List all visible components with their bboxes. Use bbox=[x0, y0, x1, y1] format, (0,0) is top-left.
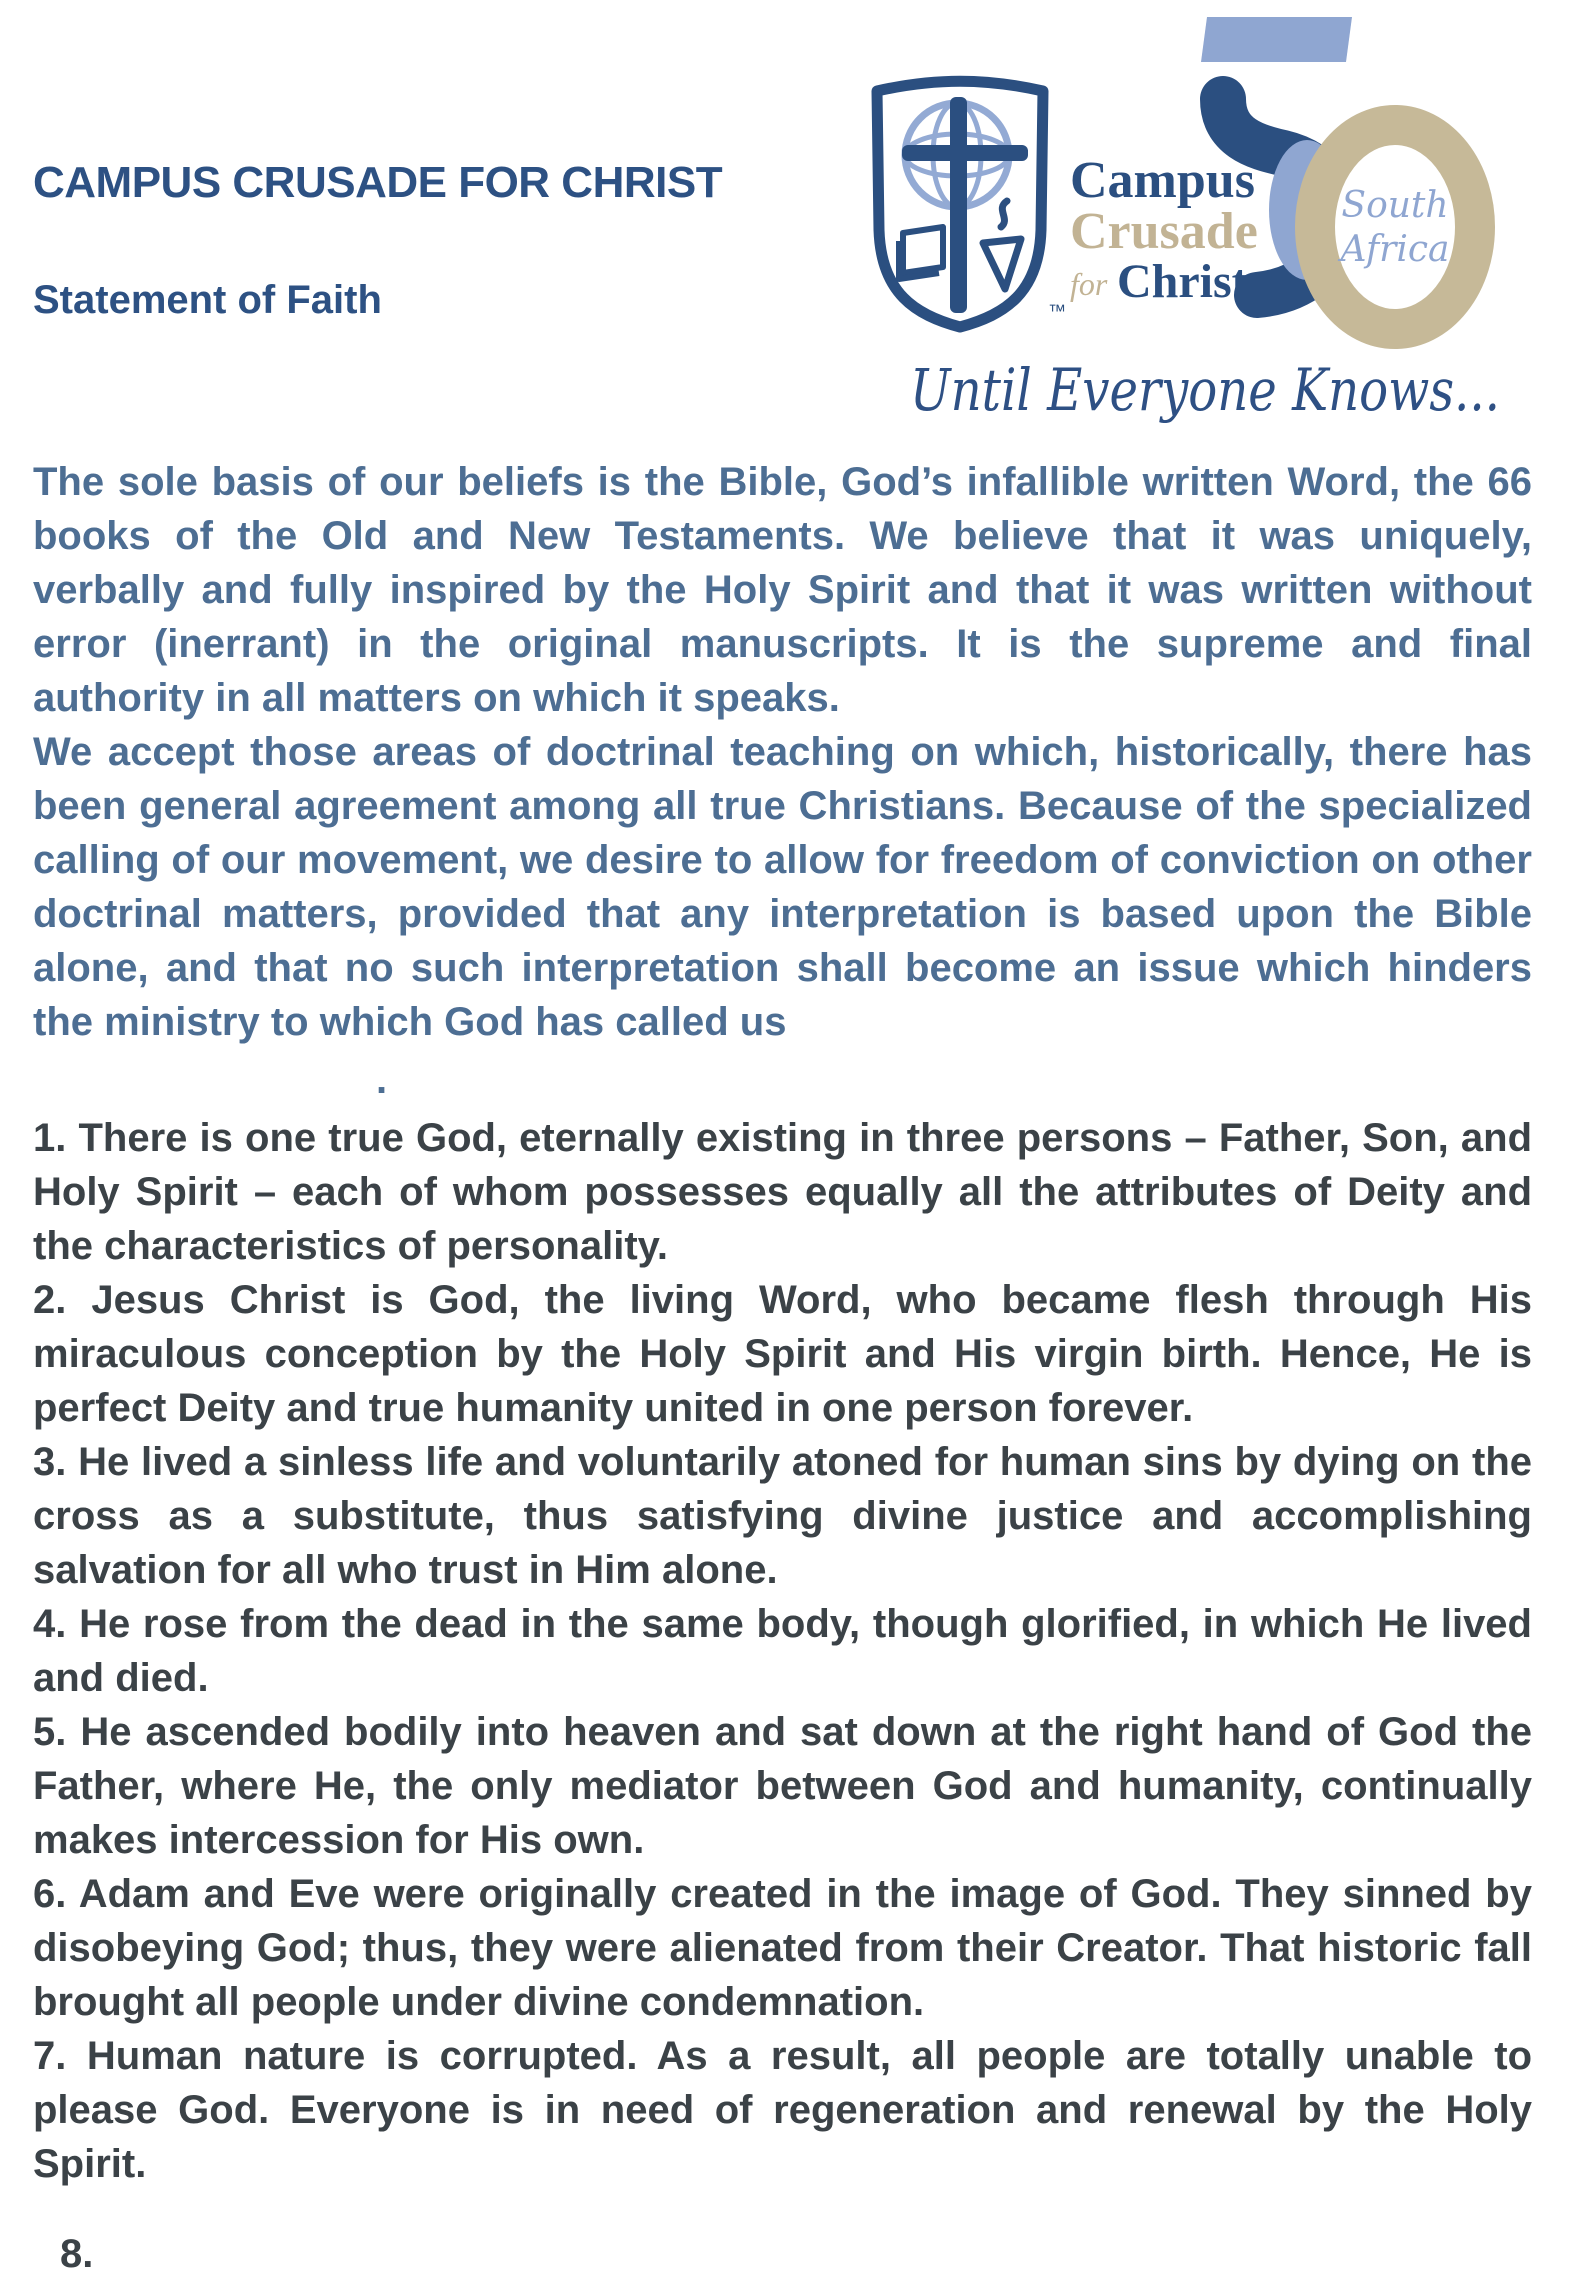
statement-item-7: 7. Human nature is corrupted. As a result, all people are totally unable to please God. Everyone is in need of regeneration and renewal by the Holy Spirit. bbox=[33, 2034, 1532, 2186]
statement-body bbox=[33, 455, 1532, 2191]
wordmark-christ: Christ bbox=[1117, 255, 1248, 308]
five-top-bar bbox=[1201, 17, 1352, 62]
region-south: South bbox=[1341, 185, 1449, 226]
wordmark-for: for bbox=[1070, 266, 1108, 302]
cutoff-next-item: 8. bbox=[60, 2232, 94, 2276]
campus-crusade-50-logo bbox=[855, 5, 1555, 475]
intro-paragraph-1: The sole basis of our beliefs is the Bible, God’s infallible written Word, the 66 books of the Old and New Testaments. We believe that it was uniquely, verbally and fully inspired by the Holy Spirit and that it was written without error (inerrant) in the original manuscripts. It is the supreme and final authority in all matters on which it speaks. bbox=[33, 460, 1532, 720]
statement-item-4: 4. He rose from the dead in the same body, though glorified, in which He lived and died. bbox=[33, 1602, 1532, 1700]
statement-item-3: 3. He lived a sinless life and voluntarily atoned for human sins by dying on the cross as a substitute, thus satisfying divine justice and accomplishing salvation for all who trust in Him alone. bbox=[33, 1440, 1532, 1592]
statement-item-2: 2. Jesus Christ is God, the living Word, who became flesh through His miraculous conception by the Holy Spirit and His virgin birth. Hence, He is perfect Deity and true humanity united in one person forever. bbox=[33, 1278, 1532, 1430]
tagline: Until Everyone Knows... bbox=[910, 356, 1500, 424]
trademark-symbol: ™ bbox=[1048, 301, 1066, 321]
region-africa: Africa bbox=[1340, 229, 1450, 270]
statement-item-1: 1. There is one true God, eternally existing in three persons – Father, Son, and Holy Spirit – each of whom possesses equally all the attributes of Deity and the characteristics of personality. bbox=[33, 1116, 1532, 1268]
intro-paragraph-2: We accept those areas of doctrinal teaching on which, historically, there has been general agreement among all true Christians. Because of the specialized calling of our movement, we desire to allow for freedom of conviction on other doctrinal matters, provided that any interpretation is based upon the Bible alone, and that no such interpretation shall become an issue which hinders the ministry to which God has called us bbox=[33, 730, 1532, 1044]
wordmark-crusade: Crusade bbox=[1070, 203, 1258, 260]
shield-icon bbox=[877, 81, 1066, 327]
zero-ring bbox=[1315, 125, 1475, 329]
page-title: CAMPUS CRUSADE FOR CHRIST bbox=[33, 158, 723, 207]
orphan-period: . bbox=[376, 1058, 388, 1102]
statement-item-5: 5. He ascended bodily into heaven and sat down at the right hand of God the Father, where He, the only mediator between God and humanity, continually makes intercession for His own. bbox=[33, 1710, 1532, 1862]
wordmark-campus: Campus bbox=[1070, 152, 1255, 209]
page-subtitle: Statement of Faith bbox=[33, 278, 382, 322]
statement-item-6: 6. Adam and Eve were originally created in the image of God. They sinned by disobeying God; thus, they were alienated from their Creator. That historic fall brought all people under divine condemnation. bbox=[33, 1872, 1532, 2024]
